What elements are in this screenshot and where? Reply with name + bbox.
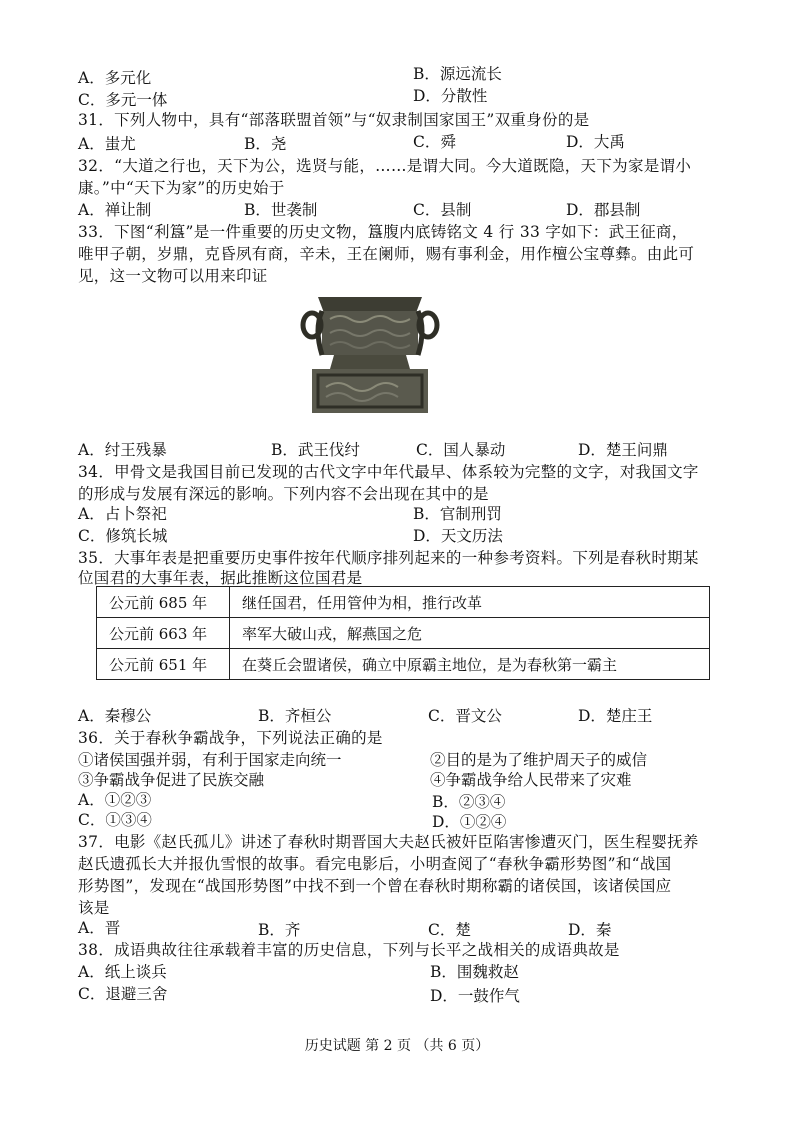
q38-option-c: C．退避三舍 (78, 985, 168, 1003)
table-year-cell: 公元前 651 年 (97, 649, 230, 680)
q31-option-a: A．蚩尤 (78, 135, 136, 153)
q32-stem-line2: 康。”中“天下为家”的历史始于 (78, 179, 285, 197)
table-year-cell: 公元前 685 年 (97, 587, 230, 618)
table-row (97, 618, 710, 649)
q37-option-b: B．齐 (258, 921, 301, 939)
q34-option-a: A．占卜祭祀 (78, 505, 167, 523)
table-row (97, 587, 710, 618)
q32-stem-line1: 32．“大道之行也，天下为公，选贤与能，……是谓大同。今大道既隐，天下为家是谓小 (78, 157, 692, 175)
q37-stem-line4: 该是 (78, 899, 110, 917)
q38-option-b: B．围魏救赵 (430, 963, 519, 981)
q31-option-c: C．舜 (413, 133, 456, 151)
q33-option-b: B．武王伐纣 (271, 441, 360, 459)
q32-option-d: D．郡县制 (566, 201, 641, 219)
q34-stem-line2: 的形成与发展有深远的影响。下列内容不会出现在其中的是 (78, 485, 489, 503)
q36-statement-2: ②目的是为了维护周天子的威信 (430, 751, 648, 769)
q33-option-c: C．国人暴动 (416, 441, 506, 459)
page-footer: 历史试题 第 2 页 （共 6 页） (304, 1038, 490, 1054)
table-event-cell: 继任国君，任用管仲为相，推行改革 (230, 587, 710, 618)
table-year-cell: 公元前 663 年 (97, 618, 230, 649)
q37-stem-line2: 赵氏遗孤长大并报仇雪恨的故事。看完电影后，小明查阅了“春秋争霸形势图”和“战国 (78, 855, 672, 873)
q37-option-a: A．晋 (78, 919, 121, 937)
q36-option-a: A．①②③ (78, 791, 152, 809)
q35-option-a: A．秦穆公 (78, 707, 152, 725)
q38-stem: 38．成语典故往往承载着丰富的历史信息，下列与长平之战相关的成语典故是 (78, 941, 620, 959)
q35-option-b: B．齐桓公 (258, 707, 332, 725)
q33-stem-line1: 33．下图“利簋”是一件重要的历史文物，簋腹内底铸铭文 4 行 33 字如下：武王征商， (78, 223, 688, 241)
q34-option-b: B．官制刑罚 (413, 505, 502, 523)
q33-stem-line3: 见，这一文物可以用来印证 (78, 267, 268, 285)
q31-option-b: B．尧 (244, 135, 287, 153)
q32-option-a: A．禅让制 (78, 201, 152, 219)
q34-option-d: D．天文历法 (413, 527, 503, 545)
table-event-cell: 在葵丘会盟诸侯，确立中原霸主地位，是为春秋第一霸主 (230, 649, 710, 680)
q32-option-b: B．世袭制 (244, 201, 318, 219)
q34-stem-line1: 34．甲骨文是我国目前已发现的古代文字中年代最早、体系较为完整的文字，对我国文字 (78, 463, 699, 481)
q36-stem: 36．关于春秋争霸战争，下列说法正确的是 (78, 729, 383, 747)
q36-statement-4: ④争霸战争给人民带来了灾难 (430, 771, 632, 789)
q36-option-b: B．②③④ (432, 793, 506, 811)
q33-stem-line2: 唯甲子朝，岁鼎，克昏夙有商，辛未，王在阑师，赐有事利金，用作檀公宝尊彝。由此可 (78, 245, 695, 263)
q34-option-c: C．修筑长城 (78, 527, 168, 545)
q38-option-d: D．一鼓作气 (430, 987, 520, 1005)
q36-statement-1: ①诸侯国强并弱，有利于国家走向统一 (78, 751, 342, 769)
q36-option-c: C．①③④ (78, 811, 152, 829)
q37-stem-line3: 形势图”，发现在“战国形势图”中找不到一个曾在春秋时期称霸的诸侯国，该诸侯国应 (78, 877, 672, 895)
q35-option-d: D．楚庄王 (578, 707, 653, 725)
q35-option-c: C．晋文公 (428, 707, 502, 725)
option-d: D．分散性 (413, 87, 488, 105)
table-event-cell: 率军大破山戎，解燕国之危 (230, 618, 710, 649)
q33-option-a: A．纣王残暴 (78, 441, 167, 459)
option-c: C．多元一体 (78, 91, 168, 109)
table-row (97, 649, 710, 680)
q36-statement-3: ③争霸战争促进了民族交融 (78, 771, 265, 789)
q31-option-d: D．大禹 (566, 133, 625, 151)
q38-option-a: A．纸上谈兵 (78, 963, 167, 981)
q37-option-c: C．楚 (428, 921, 471, 939)
q37-option-d: D．秦 (568, 921, 612, 939)
li-gui-vessel-image (300, 289, 440, 417)
q32-option-c: C．县制 (413, 201, 472, 219)
q35-stem-line2: 位国君的大事年表，据此推断这位国君是 (78, 569, 363, 587)
option-a: A．多元化 (78, 69, 152, 87)
q31-stem: 31．下列人物中，具有“部落联盟首领”与“奴隶制国家国王”双重身份的是 (78, 111, 590, 129)
q33-option-d: D．楚王问鼎 (578, 441, 668, 459)
q37-stem-line1: 37．电影《赵氏孤儿》讲述了春秋时期晋国大夫赵氏被奸臣陷害惨遭灭门，医生程婴抚养 (78, 833, 699, 851)
q36-option-d: D．①②④ (432, 813, 507, 831)
option-b: B．源远流长 (413, 65, 502, 83)
chronology-table (96, 586, 710, 680)
q35-stem-line1: 35．大事年表是把重要历史事件按年代顺序排列起来的一种参考资料。下列是春秋时期某 (78, 549, 699, 567)
